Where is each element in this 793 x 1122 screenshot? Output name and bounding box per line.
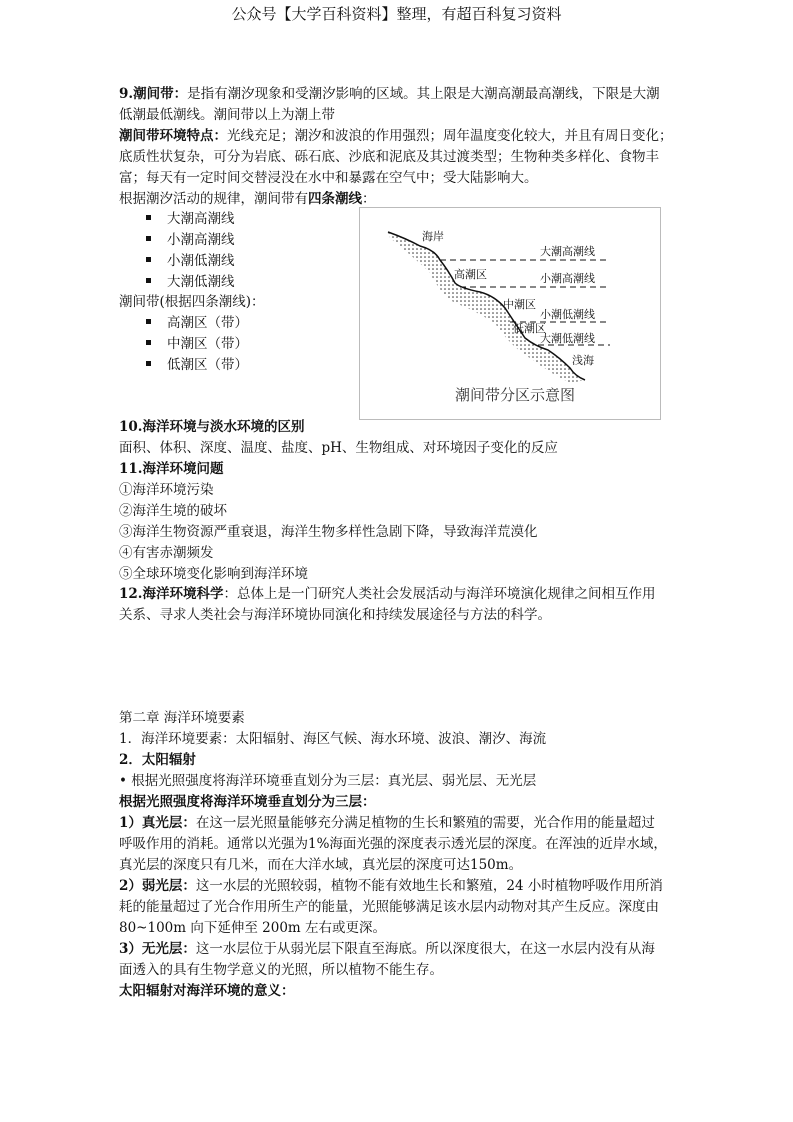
- label-line: 小潮低潮线: [540, 308, 595, 321]
- label-line: 大潮低潮线: [540, 332, 595, 345]
- bullet-icon: [146, 257, 151, 262]
- list-item: ①海洋环境污染: [119, 482, 214, 498]
- term: 四条潮线: [308, 191, 362, 207]
- item-text: 小潮低潮线: [167, 253, 235, 269]
- s9-line: 低潮最低潮线。潮间带以上为潮上带: [119, 107, 335, 123]
- bullet-icon: [146, 340, 151, 345]
- list-item: ④有害赤潮频发: [119, 545, 214, 561]
- list-item: [146, 334, 248, 355]
- term: 3）无光层：: [119, 941, 196, 957]
- s11-title: 11.海洋环境问题: [119, 461, 224, 477]
- list-item: [146, 313, 248, 334]
- text: 光线充足；潮汐和波浪的作用强烈；周年温度变化较大，并且有周日变化；: [227, 128, 673, 144]
- zones-title: 潮间带(根据四条潮线)：: [119, 294, 265, 310]
- ch2-heading: 太阳辐射对海洋环境的意义：: [119, 983, 295, 999]
- item-text: 中潮区（带）: [167, 336, 248, 352]
- bullet-icon: [146, 278, 151, 283]
- text: ：总体上是一门研究人类社会发展活动与海洋环境演化规律之间相互作用: [223, 586, 656, 602]
- s9-line: 富；每天有一定时间交替浸没在水中和暴露在空气中；受大陆影响大。: [119, 170, 538, 186]
- para-line: [119, 813, 655, 834]
- s9-line: [119, 84, 660, 105]
- para-line: 真光层的深度只有几米，而在大洋水域，真光层的深度可达150m。: [119, 857, 523, 873]
- s12-line: 关系、寻求人类社会与海洋环境协同演化和持续发展途径与方法的科学。: [119, 607, 551, 623]
- label-coast: 海岸: [422, 230, 444, 243]
- text: 在这一层光照量能够充分满足植物的生长和繁殖的需要，光合作用的能量超过: [195, 815, 655, 831]
- item-text: 高潮区（带）: [167, 315, 248, 331]
- list-item: [146, 355, 248, 376]
- chapter-title: 第二章 海洋环境要素: [119, 710, 245, 726]
- s12-line: [119, 584, 656, 605]
- label-line: 大潮高潮线: [540, 245, 595, 258]
- ch2-line: 1．海洋环境要素：太阳辐射、海区气候、海水环境、波浪、潮汐、海流: [119, 731, 547, 747]
- label-zone: 高潮区: [454, 268, 487, 281]
- para-line: 面透入的具有生物学意义的光照，所以植物不能生存。: [119, 962, 443, 978]
- s10-text: 面积、体积、深度、温度、盐度、pH、生物组成、对环境因子变化的反应: [119, 440, 558, 456]
- text: 根据潮汐活动的规律，潮间带有: [119, 191, 308, 207]
- s9-line: 底质性状复杂，可分为岩底、砾石底、沙底和泥底及其过渡类型；生物种类多样化、食物丰: [119, 149, 659, 165]
- label-zone: 中潮区: [503, 298, 536, 311]
- s10-title: 10.海洋环境与淡水环境的区别: [119, 419, 305, 435]
- item-text: 小潮高潮线: [167, 232, 235, 248]
- list-item: [146, 251, 235, 272]
- para-line: 80~100m 向下延伸至 200m 左右或更深。: [119, 920, 387, 936]
- label-zone: 低潮区: [513, 322, 546, 335]
- list-item: [146, 230, 235, 251]
- term: 潮间带环境特点：: [119, 128, 227, 144]
- s9-line: [119, 126, 673, 147]
- bullet-icon: [146, 215, 151, 220]
- text: 是指有潮汐现象和受潮汐影响的区域。其上限是大潮高潮最高潮线，下限是大潮: [187, 86, 660, 102]
- text: 这一水层的光照较弱，植物不能有效地生长和繁殖，24 小时植物呼吸作用所消: [195, 878, 663, 894]
- item-text: 大潮高潮线: [167, 211, 235, 227]
- item-text: 大潮低潮线: [167, 274, 235, 290]
- term: 2）弱光层：: [119, 878, 196, 894]
- label-line: 小潮高潮线: [540, 272, 595, 285]
- s9-line: [119, 189, 376, 210]
- term: 12.海洋环境科学: [119, 586, 224, 602]
- ch2-line: • 根据光照强度将海洋环境垂直划分为三层：真光层、弱光层、无光层: [119, 773, 537, 789]
- term: 1）真光层：: [119, 815, 196, 831]
- text: 这一水层位于从弱光层下限直至海底。所以深度很大，在这一水层内没有从海: [195, 941, 655, 957]
- para-line: [119, 876, 663, 897]
- term: 9.潮间带：: [119, 86, 188, 102]
- list-item: [146, 272, 235, 293]
- list-item: ③海洋生物资源严重衰退，海洋生物多样性急剧下降，导致海洋荒漠化: [119, 524, 538, 540]
- ch2-heading: 2．太阳辐射: [119, 752, 196, 768]
- page-header: 公众号【大学百科资料】整理，有超百科复习资料: [231, 5, 562, 23]
- list-item: ⑤全球环境变化影响到海洋环境: [119, 566, 308, 582]
- text: ：: [362, 191, 376, 207]
- para-line: [119, 939, 655, 960]
- bullet-icon: [146, 319, 151, 324]
- ch2-heading: 根据光照强度将海洋环境垂直划分为三层：: [119, 794, 376, 810]
- figure-caption: 潮间带分区示意图: [455, 386, 576, 404]
- list-item: [146, 209, 235, 230]
- bullet-icon: [146, 236, 151, 241]
- item-text: 低潮区（带）: [167, 357, 248, 373]
- bullet-icon: [146, 361, 151, 366]
- list-item: ②海洋生境的破坏: [119, 503, 227, 519]
- para-line: 耗的能量超过了光合作用所生产的能量，光照能够满足该水层内动物对其产生反应。深度由: [119, 899, 659, 915]
- intertidal-zone-diagram: [359, 207, 661, 420]
- label-shallow: 浅海: [572, 354, 594, 367]
- para-line: 呼吸作用的消耗。通常以光强为1%海面光强的深度表示透光层的深度。在浑浊的近岸水域，: [119, 836, 667, 852]
